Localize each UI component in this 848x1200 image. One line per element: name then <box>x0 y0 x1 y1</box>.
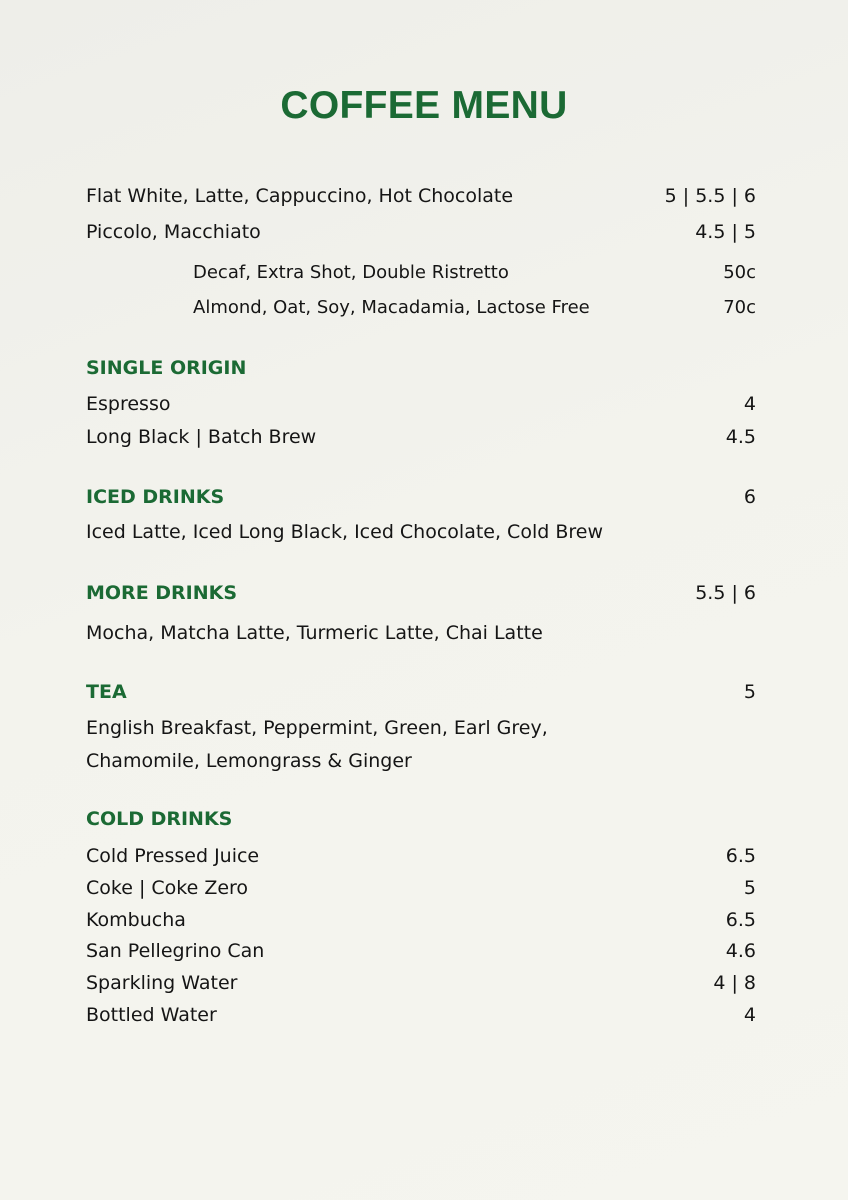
section-description-line: English Breakfast, Peppermint, Green, Earl Grey, <box>86 717 548 739</box>
section-heading-tea <box>86 680 756 704</box>
menu-item <box>86 1003 756 1027</box>
section-title: COLD DRINKS <box>86 808 233 830</box>
menu-extra <box>193 261 756 285</box>
item-price: 5 <box>743 877 756 899</box>
item-price: 4.5 <box>725 426 756 448</box>
extra-price: 50c <box>723 262 756 283</box>
item-price: 4.5 | 5 <box>695 221 756 243</box>
section-price: 6 <box>743 486 756 508</box>
section-heading-iced-drinks <box>86 485 756 509</box>
menu-item <box>86 939 756 963</box>
item-name: Long Black | Batch Brew <box>86 426 317 448</box>
section-price: 5.5 | 6 <box>695 582 756 604</box>
menu-item <box>86 971 756 995</box>
item-name: Piccolo, Macchiato <box>86 221 261 243</box>
extra-price: 70c <box>723 297 756 318</box>
menu-item <box>86 392 756 416</box>
section-title: ICED DRINKS <box>86 486 225 508</box>
item-price: 4 | 8 <box>713 972 756 994</box>
item-name: Kombucha <box>86 909 186 931</box>
item-price: 5 | 5.5 | 6 <box>664 185 756 207</box>
menu-item <box>86 184 756 208</box>
extra-name: Decaf, Extra Shot, Double Ristretto <box>193 262 509 283</box>
section-heading-more-drinks <box>86 581 756 605</box>
section-description: Iced Latte, Iced Long Black, Iced Chocolate, Cold Brew <box>86 521 603 543</box>
menu-extra <box>193 296 756 320</box>
section-title: MORE DRINKS <box>86 582 238 604</box>
menu-item <box>86 220 756 244</box>
menu-item <box>86 876 756 900</box>
menu-item <box>86 908 756 932</box>
menu-title: COFFEE MENU <box>280 84 568 127</box>
extra-name: Almond, Oat, Soy, Macadamia, Lactose Free <box>193 297 590 318</box>
item-name: Cold Pressed Juice <box>86 845 260 867</box>
section-title: SINGLE ORIGIN <box>86 357 247 379</box>
item-price: 4 <box>743 393 756 415</box>
section-heading-single-origin <box>86 356 756 380</box>
item-name: Espresso <box>86 393 171 415</box>
menu-item <box>86 844 756 868</box>
section-title: TEA <box>86 681 127 703</box>
item-name: Sparkling Water <box>86 972 238 994</box>
item-name: San Pellegrino Can <box>86 940 265 962</box>
section-heading-cold-drinks <box>86 807 756 831</box>
section-description: Mocha, Matcha Latte, Turmeric Latte, Chai Latte <box>86 622 543 644</box>
item-name: Flat White, Latte, Cappuccino, Hot Chocolate <box>86 185 514 207</box>
item-price: 6.5 <box>725 909 756 931</box>
item-name: Bottled Water <box>86 1004 217 1026</box>
section-price: 5 <box>743 681 756 703</box>
section-description-line: Chamomile, Lemongrass & Ginger <box>86 750 412 772</box>
item-price: 6.5 <box>725 845 756 867</box>
item-price: 4 <box>743 1004 756 1026</box>
item-price: 4.6 <box>725 940 756 962</box>
item-name: Coke | Coke Zero <box>86 877 249 899</box>
menu-item <box>86 425 756 449</box>
